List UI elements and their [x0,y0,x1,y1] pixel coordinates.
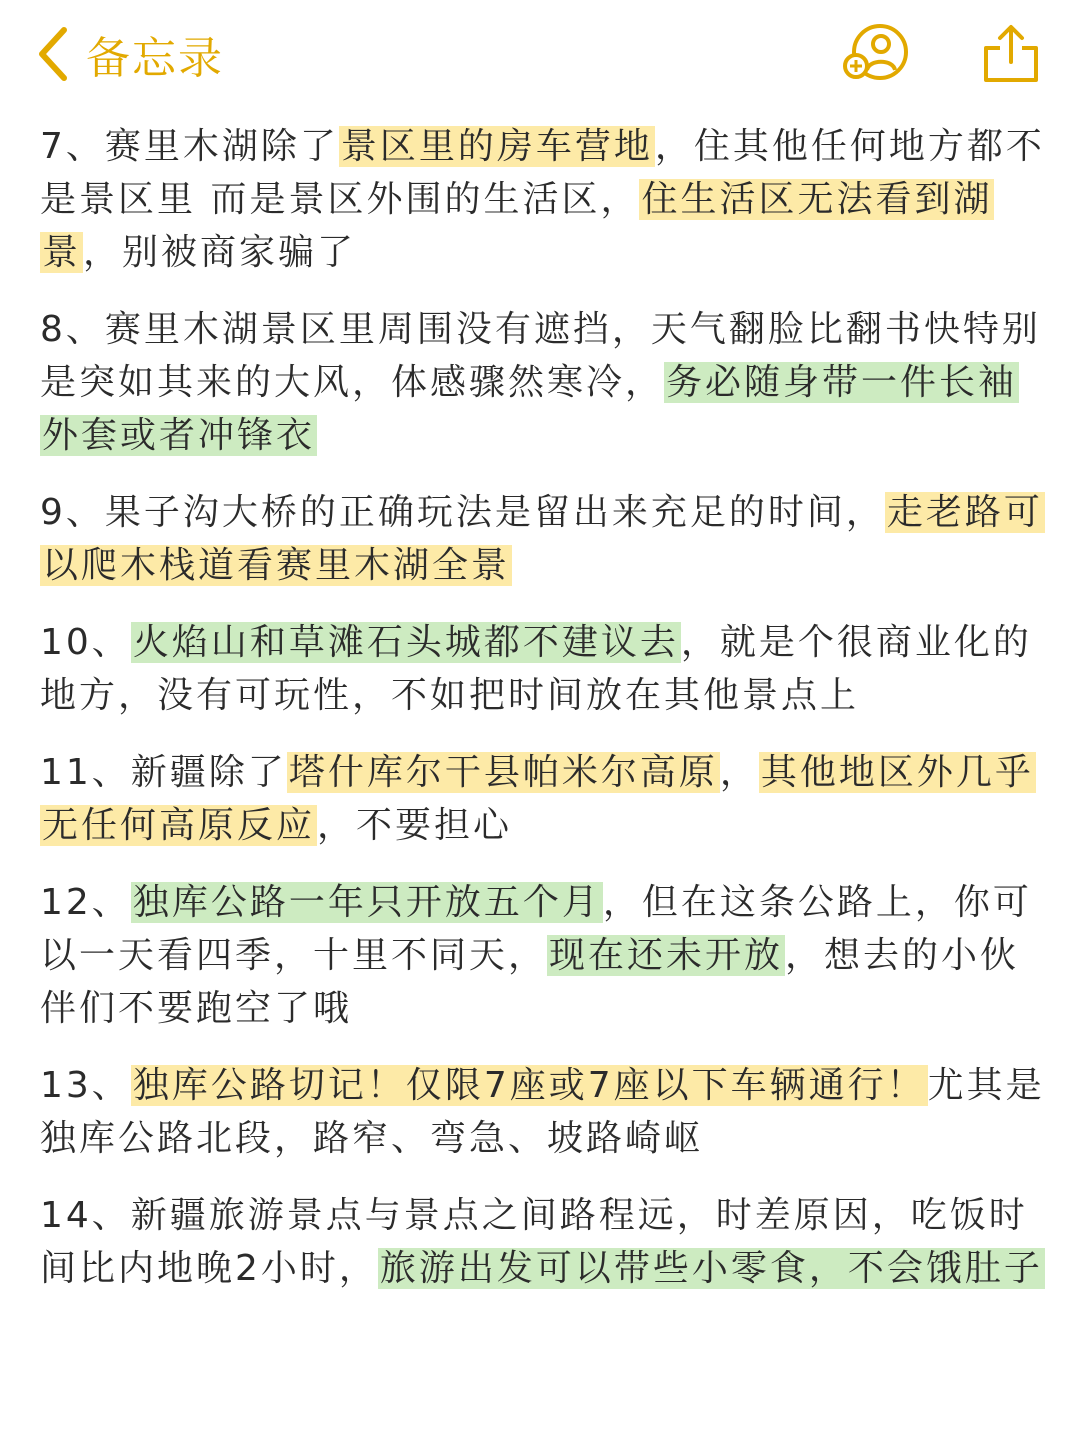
share-icon [980,22,1042,86]
note-item-9 [40,486,1045,592]
highlight-yellow: 其他地区外几乎无任何高原反应 [42,752,1034,846]
note-item-11 [40,746,1045,852]
note-text: 8、赛里木湖景区里周围没有遮挡，天气翻脸比翻书快特别是突如其来的大风，体感骤然寒冷， [40,309,1041,403]
note-item-12 [40,876,1045,1035]
note-item-14 [40,1189,1045,1295]
add-person-icon [840,22,912,86]
highlight-green: 现在还未开放 [549,935,784,976]
back-label: 备忘录 [86,33,224,84]
highlight-green: 独库公路一年只开放五个月 [132,882,601,923]
note-text: 14、新疆旅游景点与景点之间路程远，时差原因，吃饭时间比内地晚2小时， [40,1195,1028,1289]
note-text: ，不要担心 [317,805,513,846]
note-text: ，想去的小伙伴们不要跑空了哦 [40,935,1020,1029]
share-button[interactable] [980,22,1042,86]
nav-bar [0,0,1080,110]
highlight-green: 旅游出发可以带些小零食，不会饿肚子 [379,1248,1043,1289]
note-text: ， [719,752,759,793]
back-button[interactable] [36,24,224,84]
note-item-13 [40,1059,1045,1165]
highlight-green: 火焰山和草滩石头城都不建议去 [132,622,679,663]
note-item-10 [40,616,1045,722]
note-text: ，住其他任何地方都不是景区里 而是景区外围的生活区， [40,126,1045,220]
highlight-green: 务必随身带一件长袖外套或者冲锋衣 [42,362,1018,456]
note-item-7 [40,120,1045,279]
note-text: 7、赛里木湖除了 [40,126,339,167]
note-item-8 [40,303,1045,462]
chevron-left-icon [36,26,70,82]
note-text: ，别被商家骗了 [83,232,357,273]
note-text: 尤其是独库公路北段，路窄、弯急、坡路崎岖 [40,1065,1045,1159]
highlight-yellow: 走老路可以爬木栈道看赛里木湖全景 [42,492,1043,586]
highlight-yellow: 住生活区无法看到湖景 [42,179,993,273]
note-text: 10、 [40,622,131,663]
highlight-yellow: 独库公路切记！仅限7座或7座以下车辆通行！ [132,1065,926,1106]
collaborate-button[interactable] [840,22,912,86]
note-text: 12、 [40,882,131,923]
note-text: ，就是个很商业化的地方，没有可玩性，不如把时间放在其他景点上 [40,622,1032,716]
note-text: 11、新疆除了 [40,752,287,793]
note-text: 9、果子沟大桥的正确玩法是留出来充足的时间， [40,492,885,533]
note-text: ，但在这条公路上，你可以一天看四季，十里不同天， [40,882,1032,976]
note-text: 13、 [40,1065,131,1106]
highlight-yellow: 塔什库尔干县帕米尔高原 [288,752,718,793]
note-body[interactable] [40,120,1045,1319]
highlight-yellow: 景区里的房车营地 [340,126,653,167]
